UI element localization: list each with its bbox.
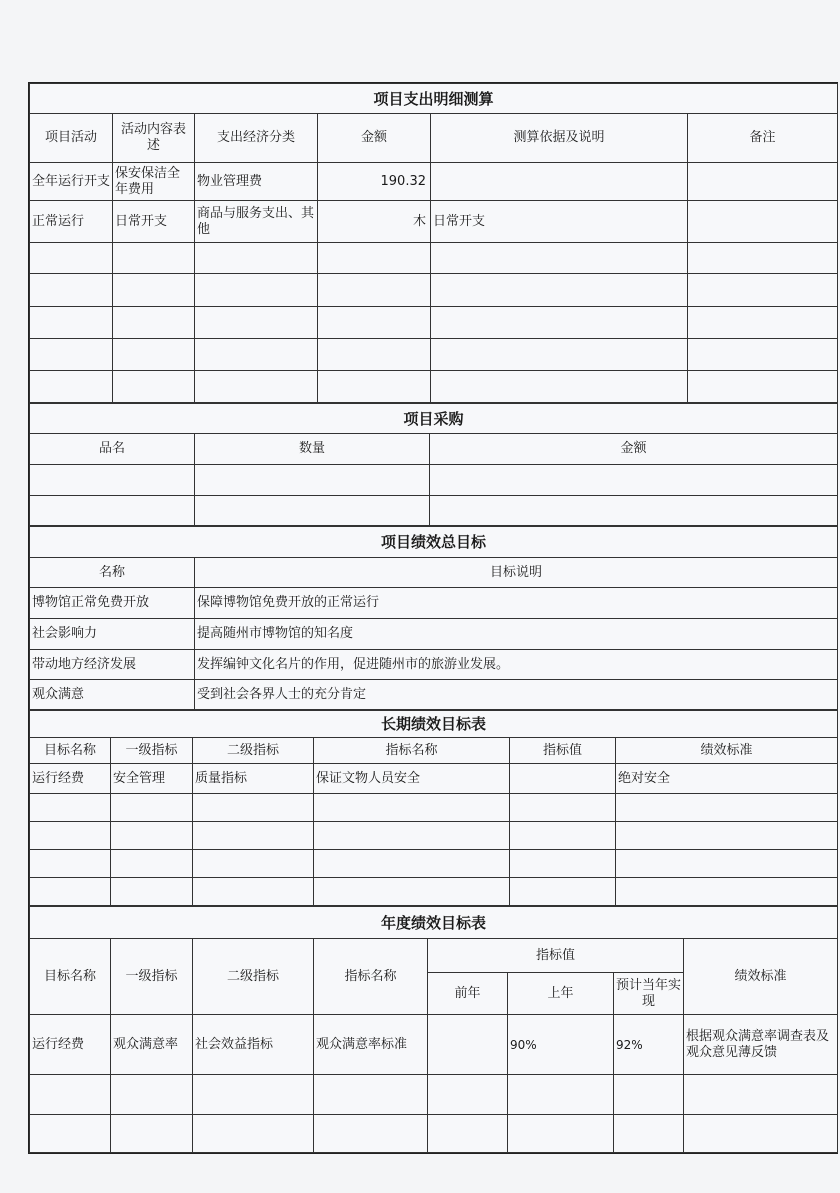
table-row	[30, 1075, 838, 1115]
goals-header-desc: 目标说明	[195, 558, 838, 588]
table-cell: 190.32	[318, 163, 431, 201]
table-cell: 日常开支	[431, 201, 688, 243]
table-cell: 安全管理	[111, 764, 193, 794]
table-row	[30, 201, 838, 243]
table-cell	[510, 764, 616, 794]
table-cell: 根据观众满意率调查表及观众意见薄反馈	[684, 1015, 838, 1075]
table-row	[30, 243, 838, 274]
table-cell: 社会效益指标	[193, 1015, 314, 1075]
longterm-header-level2: 二级指标	[193, 738, 314, 764]
annual-header-standard: 绩效标准	[684, 939, 838, 1015]
procurement-title: 项目采购	[30, 404, 838, 434]
table-cell: 观众满意率标准	[314, 1015, 428, 1075]
goals-table	[29, 526, 838, 710]
budget-header-content: 活动内容表述	[113, 114, 195, 163]
table-cell: 日常开支	[113, 201, 195, 243]
table-cell	[688, 163, 838, 201]
annual-table	[29, 906, 838, 1153]
budget-header-activity: 项目活动	[30, 114, 113, 163]
table-row	[30, 339, 838, 371]
table-cell: 正常运行	[30, 201, 113, 243]
table-cell: 社会影响力	[30, 619, 195, 650]
table-cell: 运行经费	[30, 764, 111, 794]
annual-header-goal: 目标名称	[30, 939, 111, 1015]
budget-table	[29, 83, 838, 403]
table-cell: 受到社会各界人士的充分肯定	[195, 680, 838, 710]
table-cell: 全年运行开支	[30, 163, 113, 201]
table-cell: 物业管理费	[195, 163, 318, 201]
annual-header-value: 指标值	[428, 939, 684, 973]
table-cell: 观众满意	[30, 680, 195, 710]
goals-header-name: 名称	[30, 558, 195, 588]
table-row	[30, 163, 838, 201]
annual-header-level2: 二级指标	[193, 939, 314, 1015]
table-cell: 质量指标	[193, 764, 314, 794]
table-cell: 保障博物馆免费开放的正常运行	[195, 588, 838, 619]
table-cell: 保证文物人员安全	[314, 764, 510, 794]
table-row	[30, 619, 838, 650]
table-cell: 保安保洁全年费用	[113, 163, 195, 201]
procurement-table	[29, 403, 838, 526]
table-row	[30, 680, 838, 710]
budget-header-category: 支出经济分类	[195, 114, 318, 163]
table-cell	[428, 1015, 508, 1075]
budget-header-basis: 测算依据及说明	[431, 114, 688, 163]
table-cell: 绝对安全	[616, 764, 838, 794]
annual-header-level1: 一级指标	[111, 939, 193, 1015]
table-cell: 木	[318, 201, 431, 243]
procurement-header-name: 品名	[30, 434, 195, 465]
longterm-title: 长期绩效目标表	[30, 711, 838, 738]
annual-header-prev: 前年	[428, 973, 508, 1015]
table-cell: 发挥编钟文化名片的作用，促进随州市的旅游业发展。	[195, 650, 838, 680]
table-row	[30, 650, 838, 680]
table-cell: 90%	[508, 1015, 614, 1075]
budget-form	[28, 82, 838, 1154]
annual-header-expected: 预计当年实现	[614, 973, 684, 1015]
annual-title: 年度绩效目标表	[30, 907, 838, 939]
table-cell: 博物馆正常免费开放	[30, 588, 195, 619]
table-row	[30, 1115, 838, 1153]
goals-title: 项目绩效总目标	[30, 527, 838, 558]
table-cell: 带动地方经济发展	[30, 650, 195, 680]
budget-title: 项目支出明细测算	[30, 84, 838, 114]
table-row	[30, 307, 838, 339]
annual-header-indicator: 指标名称	[314, 939, 428, 1015]
annual-header-last: 上年	[508, 973, 614, 1015]
longterm-header-level1: 一级指标	[111, 738, 193, 764]
table-row	[30, 496, 838, 526]
table-row	[30, 1015, 838, 1075]
table-row	[30, 588, 838, 619]
table-cell: 观众满意率	[111, 1015, 193, 1075]
table-row	[30, 850, 838, 878]
longterm-header-standard: 绩效标准	[616, 738, 838, 764]
table-cell: 提高随州市博物馆的知名度	[195, 619, 838, 650]
budget-header-remarks: 备注	[688, 114, 838, 163]
budget-header-amount: 金额	[318, 114, 431, 163]
procurement-header-amount: 金额	[430, 434, 838, 465]
table-row	[30, 794, 838, 822]
table-row	[30, 371, 838, 403]
table-cell: 运行经费	[30, 1015, 111, 1075]
procurement-header-qty: 数量	[195, 434, 430, 465]
longterm-header-indicator: 指标名称	[314, 738, 510, 764]
table-cell: 商品与服务支出、其他	[195, 201, 318, 243]
table-cell	[431, 163, 688, 201]
table-row	[30, 822, 838, 850]
table-row	[30, 878, 838, 906]
table-cell: 92%	[614, 1015, 684, 1075]
table-row	[30, 274, 838, 307]
longterm-header-value: 指标值	[510, 738, 616, 764]
longterm-header-goal: 目标名称	[30, 738, 111, 764]
longterm-table	[29, 710, 838, 906]
table-row	[30, 764, 838, 794]
table-row	[30, 465, 838, 496]
table-cell	[688, 201, 838, 243]
